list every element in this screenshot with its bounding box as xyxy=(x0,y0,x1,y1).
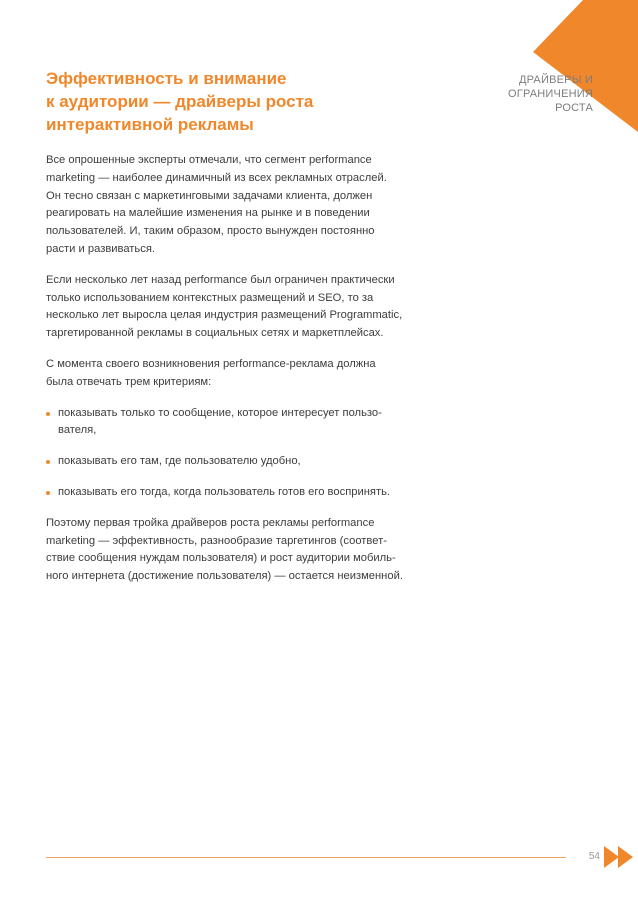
text-line: таргетированной рекламы в социальных сетях и маркетплейсах. xyxy=(46,327,384,340)
bullet-dot-icon xyxy=(46,491,50,495)
bullet-dot-icon xyxy=(46,460,50,464)
bullet-text-line: показывать его тогда, когда пользователь готов его воспринять. xyxy=(58,485,391,498)
section-label-line: ДРАЙВЕРЫ И xyxy=(518,74,593,86)
section-label xyxy=(463,73,593,115)
text-line: marketing — эффективность, разнообразие таргетингов (соответ- xyxy=(46,534,387,547)
text-line: Все опрошенные эксперты отмечали, что сегмент performance xyxy=(46,154,372,166)
bullet-text-line: вателя, xyxy=(58,424,97,437)
text-line: расти и развиваться. xyxy=(46,242,156,255)
paragraph xyxy=(46,356,418,392)
text-line: marketing — наиболее динамичный из всех рекламных отраслей. xyxy=(46,171,387,184)
text-line: несколько лет выросла целая индустрия размещений Programmatic, xyxy=(46,309,403,322)
text-line: Он тесно связан с маркетинговыми задачами клиента, должен xyxy=(46,189,373,202)
paragraph xyxy=(46,515,418,586)
bullet-item xyxy=(46,453,418,471)
text-line: только использованием контекстных размещений и SEO, то за xyxy=(46,291,374,304)
bullet-text-line: показывать только то сообщение, которое интересует пользо- xyxy=(58,406,382,419)
text-line: Поэтому первая тройка драйверов роста рекламы performance xyxy=(46,516,375,529)
text-line: пользователей. И, таким образом, просто вынужден постоянно xyxy=(46,225,375,238)
section-label-line: РОСТА xyxy=(555,102,593,114)
bullet-item xyxy=(46,405,418,441)
page-title xyxy=(46,67,366,136)
text-line: была отвечать трем критериям: xyxy=(46,375,212,388)
body-text xyxy=(46,152,418,599)
paragraph xyxy=(46,152,418,259)
text-line: Если несколько лет назад performance был ограничен практически xyxy=(46,273,395,286)
bullet-dot-icon xyxy=(46,412,50,416)
page-number: 54 xyxy=(588,851,600,862)
title-line: интерактивной рекламы xyxy=(46,115,254,134)
double-arrow-right-icon[interactable] xyxy=(604,846,636,868)
footer-divider xyxy=(46,857,566,858)
section-label-line: ОГРАНИЧЕНИЯ xyxy=(508,88,593,100)
title-line: к аудитории — драйверы роста xyxy=(46,92,314,111)
text-line: С момента своего возникновения performance-реклама должна xyxy=(46,357,376,370)
bullet-text-line: показывать его там, где пользователю удобно, xyxy=(58,455,301,468)
title-line: Эффективность и внимание xyxy=(46,69,287,88)
text-line: ствие сообщения нуждам пользователя) и рост аудитории мобиль- xyxy=(46,552,396,565)
bullet-item xyxy=(46,484,418,502)
text-line: реагировать на малейшие изменения на рынке и в поведении xyxy=(46,207,370,220)
paragraph xyxy=(46,272,418,343)
text-line: ного интернета (достижение пользователя) — остается неизменной. xyxy=(46,570,403,583)
